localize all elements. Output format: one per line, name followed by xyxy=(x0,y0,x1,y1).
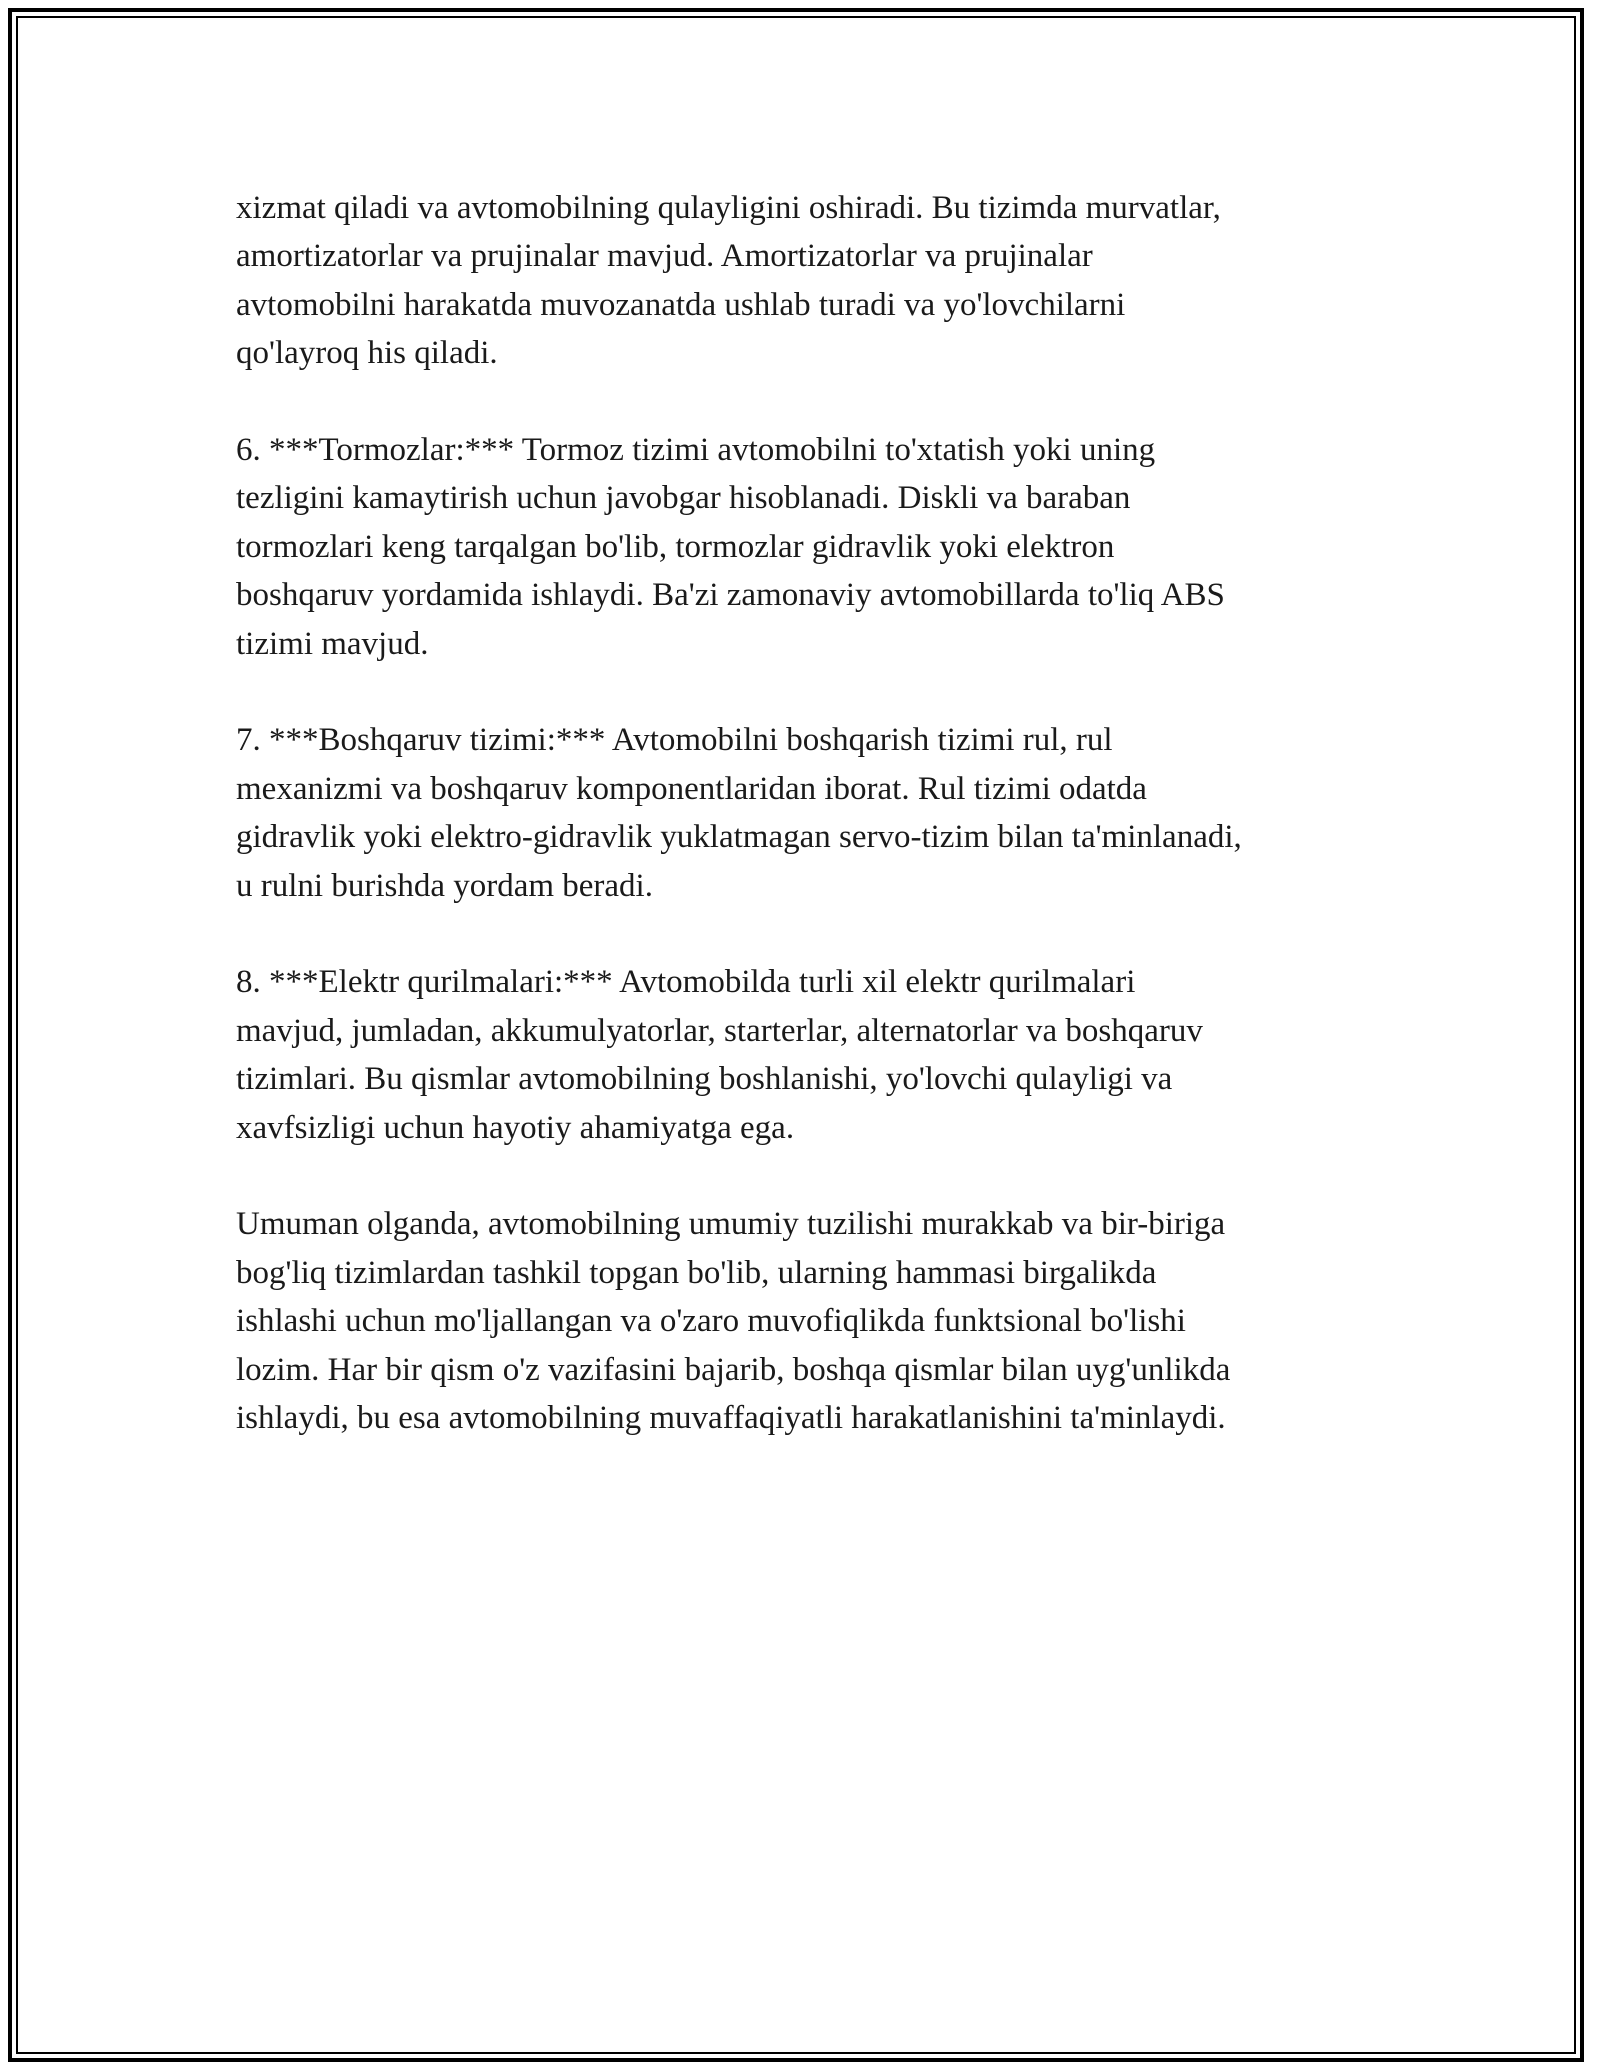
text-line: xavfsizligi uchun hayotiy ahamiyatga ega. xyxy=(236,1109,795,1146)
text-line: mexanizmi va boshqaruv komponentlaridan iborat. Rul tizimi odatda xyxy=(236,770,1147,807)
document-body xyxy=(236,184,1366,1443)
text-line: ishlaydi, bu esa avtomobilning muvaffaqiyatli harakatlanishini ta'minlaydi. xyxy=(236,1400,1226,1437)
text-line: avtomobilni harakatda muvozanatda ushlab turadi va yo'lovchilarni xyxy=(236,286,1126,323)
text-line: u rulni burishda yordam beradi. xyxy=(236,867,653,904)
text-line: xizmat qiladi va avtomobilning qulayligini oshiradi. Bu tizimda murvatlar, xyxy=(236,190,1221,226)
text-line: lozim. Har bir qism o'z vazifasini bajarib, boshqa qismlar bilan uyg'unlikda xyxy=(236,1351,1231,1388)
paragraph-brakes xyxy=(236,426,1366,668)
text-line: gidravlik yoki elektro-gidravlik yuklatmagan servo-tizim bilan ta'minlanadi, xyxy=(236,819,1242,856)
text-line: boshqaruv yordamida ishlaydi. Ba'zi zamonaviy avtomobillarda to'liq ABS xyxy=(236,577,1225,614)
paragraph-conclusion xyxy=(236,1200,1366,1442)
paragraph-electrical xyxy=(236,958,1366,1152)
text-line: tormozlari keng tarqalgan bo'lib, tormozlar gidravlik yoki elektron xyxy=(236,528,1115,565)
text-line: qo'layroq his qiladi. xyxy=(236,335,498,372)
text-line: 8. ***Elektr qurilmalari:*** Avtomobilda turli xil elektr qurilmalari xyxy=(236,964,1136,1001)
text-line: tizimi mavjud. xyxy=(236,625,429,662)
text-line: 6. ***Tormozlar:*** Tormoz tizimi avtomobilni to'xtatish yoki uning xyxy=(236,432,1156,469)
text-line: tizimlari. Bu qismlar avtomobilning boshlanishi, yo'lovchi qulayligi va xyxy=(236,1061,1173,1098)
text-line: 7. ***Boshqaruv tizimi:*** Avtomobilni boshqarish tizimi rul, rul xyxy=(236,722,1113,759)
text-line: mavjud, jumladan, akkumulyatorlar, starterlar, alternatorlar va boshqaruv xyxy=(236,1012,1203,1049)
paragraph-suspension-continued xyxy=(236,184,1366,378)
text-line: tezligini kamaytirish uchun javobgar hisoblanadi. Diskli va baraban xyxy=(236,480,1131,517)
paragraph-steering xyxy=(236,716,1366,910)
text-line: Umuman olganda, avtomobilning umumiy tuzilishi murakkab va bir-biriga xyxy=(236,1206,1226,1243)
text-line: ishlashi uchun mo'ljallangan va o'zaro muvofiqlikda funktsional bo'lishi xyxy=(236,1303,1186,1340)
text-line: amortizatorlar va prujinalar mavjud. Amortizatorlar va prujinalar xyxy=(236,238,1093,275)
text-line: bog'liq tizimlardan tashkil topgan bo'lib, ularning hammasi birgalikda xyxy=(236,1254,1157,1291)
